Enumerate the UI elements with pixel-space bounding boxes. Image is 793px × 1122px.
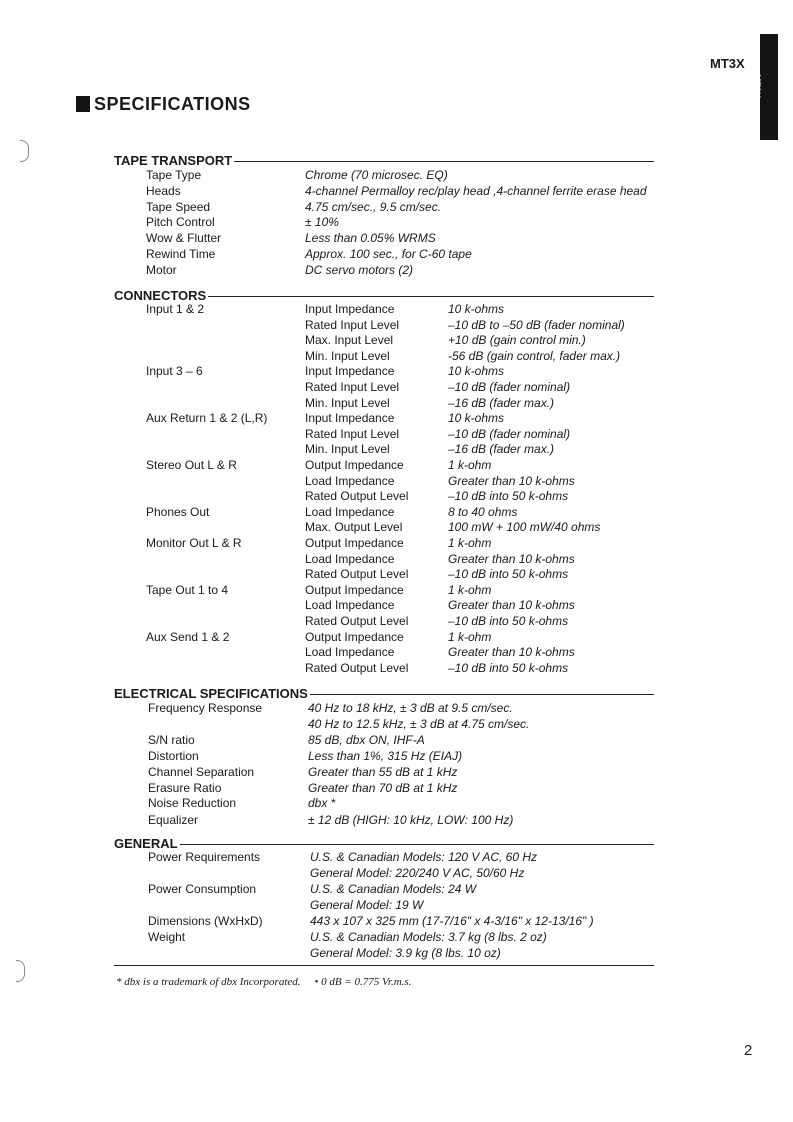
spec-label: Phones Out bbox=[146, 504, 210, 519]
spec-label: Erasure Ratio bbox=[148, 781, 222, 795]
spec-parameter: Load Impedance bbox=[305, 598, 395, 613]
spec-parameter: Rated Input Level bbox=[305, 426, 400, 441]
footnote-db-reference: • 0 dB = 0.775 Vr.m.s. bbox=[314, 976, 412, 988]
spec-value: General Model: 19 W bbox=[310, 898, 424, 912]
spec-parameter: Min. Input Level bbox=[305, 348, 390, 363]
spec-parameter: Input Impedance bbox=[305, 411, 395, 426]
spec-parameter: Load Impedance bbox=[305, 645, 395, 660]
spec-label: Rewind Time bbox=[146, 247, 216, 261]
spec-value: 100 mW + 100 mW/40 ohms bbox=[448, 520, 601, 535]
spec-parameter: Min. Input Level bbox=[305, 395, 390, 410]
spec-value: –10 dB into 50 k-ohms bbox=[448, 489, 569, 504]
spec-label: Aux Return 1 & 2 (L,R) bbox=[146, 411, 268, 426]
spec-parameter: Rated Output Level bbox=[305, 489, 409, 504]
side-tab bbox=[752, 34, 778, 140]
spec-value: –16 dB (fader max.) bbox=[448, 442, 555, 457]
spec-value: U.S. & Canadian Models: 120 V AC, 60 Hz bbox=[310, 850, 538, 864]
spec-value: –10 dB into 50 k-ohms bbox=[448, 660, 569, 675]
spec-parameter: Rated Output Level bbox=[305, 567, 409, 582]
spec-value: 443 x 107 x 325 mm (17-7/16" x 4-3/16" x 12-13/16" ) bbox=[310, 914, 594, 928]
spec-label: Tape Speed bbox=[146, 199, 211, 214]
spec-parameter: Input Impedance bbox=[305, 364, 395, 379]
spec-parameter: Min. Input Level bbox=[305, 442, 390, 457]
spec-value: –10 dB to –50 dB (fader nominal) bbox=[448, 317, 625, 332]
spec-label: Input 3 – 6 bbox=[146, 364, 203, 379]
spec-parameter: Load Impedance bbox=[305, 504, 395, 519]
footnote-dbx: * dbx is a trademark of dbx Incorporated. bbox=[116, 976, 301, 988]
section-electrical bbox=[114, 684, 654, 702]
footnote-rule bbox=[114, 965, 654, 966]
spec-value: –10 dB (fader nominal) bbox=[448, 380, 571, 394]
section-heading: CONNECTORS bbox=[114, 287, 207, 303]
spec-value: 4-channel Permalloy rec/play head ,4-channel ferrite erase head bbox=[305, 183, 647, 198]
spec-parameter: Rated Input Level bbox=[305, 317, 400, 332]
spec-label: Equalizer bbox=[148, 813, 199, 827]
spec-value: –10 dB into 50 k-ohms bbox=[448, 614, 569, 628]
spec-value: U.S. & Canadian Models: 3.7 kg (8 lbs. 2 oz) bbox=[310, 930, 547, 944]
spec-value: –10 dB (fader nominal) bbox=[448, 426, 571, 441]
spec-parameter: Load Impedance bbox=[305, 473, 395, 488]
spec-value: 10 k-ohms bbox=[448, 411, 505, 426]
spec-value: General Model: 3.9 kg (8 lbs. 10 oz) bbox=[310, 946, 501, 960]
spec-label: Power Requirements bbox=[148, 850, 261, 864]
section-heading: ELECTRICAL SPECIFICATIONS bbox=[114, 685, 308, 701]
spec-label: Heads bbox=[146, 183, 181, 198]
spec-value: Greater than 10 k-ohms bbox=[448, 598, 575, 613]
page-number: 2 bbox=[744, 1042, 753, 1059]
spec-value: Approx. 100 sec., for C-60 tape bbox=[305, 247, 472, 261]
spec-label: Monitor Out L & R bbox=[146, 536, 242, 550]
side-tab-text: MT3X bbox=[752, 74, 762, 99]
page-title bbox=[76, 94, 251, 115]
spec-label: Tape Out 1 to 4 bbox=[146, 582, 229, 597]
spec-label: Noise Reduction bbox=[148, 796, 237, 810]
spec-label: S/N ratio bbox=[148, 733, 195, 747]
spec-value: +10 dB (gain control min.) bbox=[448, 333, 586, 348]
spec-value: Chrome (70 microsec. EQ) bbox=[305, 168, 448, 182]
spec-value: 4.75 cm/sec., 9.5 cm/sec. bbox=[305, 199, 442, 214]
spec-label: Dimensions (WxHxD) bbox=[148, 914, 263, 928]
spec-parameter: Output Impedance bbox=[305, 582, 404, 597]
section-rule bbox=[234, 161, 654, 162]
spec-value: Greater than 55 dB at 1 kHz bbox=[308, 765, 458, 779]
spec-label: Tape Type bbox=[146, 168, 202, 182]
spec-parameter: Max. Output Level bbox=[305, 520, 403, 535]
spec-label: Channel Separation bbox=[148, 765, 255, 779]
spec-value: 10 k-ohms bbox=[448, 364, 505, 379]
spec-value: DC servo motors (2) bbox=[305, 262, 414, 277]
spec-label: Distortion bbox=[148, 749, 199, 763]
spec-value: U.S. & Canadian Models: 24 W bbox=[310, 882, 477, 896]
spec-label: Motor bbox=[146, 262, 177, 277]
spec-value: General Model: 220/240 V AC, 50/60 Hz bbox=[310, 866, 525, 880]
spec-value: -56 dB (gain control, fader max.) bbox=[448, 348, 621, 363]
spec-label: Frequency Response bbox=[148, 701, 263, 715]
spec-parameter: Output Impedance bbox=[305, 458, 404, 472]
spec-value: Greater than 70 dB at 1 kHz bbox=[308, 781, 458, 795]
spec-value: 1 k-ohm bbox=[448, 536, 492, 550]
binding-hole-mark bbox=[20, 140, 29, 162]
spec-parameter: Rated Output Level bbox=[305, 614, 409, 628]
spec-label: Power Consumption bbox=[148, 882, 257, 896]
spec-parameter: Input Impedance bbox=[305, 302, 395, 316]
spec-label: Aux Send 1 & 2 bbox=[146, 629, 230, 644]
section-heading: TAPE TRANSPORT bbox=[114, 152, 233, 168]
spec-label: Pitch Control bbox=[146, 215, 215, 230]
spec-value: Greater than 10 k-ohms bbox=[448, 551, 575, 566]
spec-value: 40 Hz to 18 kHz, ± 3 dB at 9.5 cm/sec. bbox=[308, 701, 513, 715]
footnote bbox=[116, 976, 411, 988]
spec-parameter: Output Impedance bbox=[305, 629, 404, 644]
spec-value: 1 k-ohm bbox=[448, 629, 492, 644]
model-label: MT3X bbox=[710, 56, 745, 71]
spec-label: Wow & Flutter bbox=[146, 231, 222, 246]
spec-parameter: Rated Output Level bbox=[305, 660, 409, 675]
spec-value: 1 k-ohm bbox=[448, 458, 492, 472]
spec-value: –16 dB (fader max.) bbox=[448, 395, 555, 410]
section-rule bbox=[180, 844, 654, 845]
spec-value: –10 dB into 50 k-ohms bbox=[448, 567, 569, 582]
section-rule bbox=[208, 296, 654, 297]
spec-parameter: Max. Input Level bbox=[305, 333, 394, 348]
spec-value: 8 to 40 ohms bbox=[448, 504, 518, 519]
spec-value: 10 k-ohms bbox=[448, 302, 505, 316]
page-title-text: SPECIFICATIONS bbox=[94, 94, 251, 114]
spec-parameter: Load Impedance bbox=[305, 551, 395, 566]
spec-label: Input 1 & 2 bbox=[146, 302, 205, 316]
spec-value: Greater than 10 k-ohms bbox=[448, 645, 575, 660]
spec-parameter: Rated Input Level bbox=[305, 380, 400, 394]
spec-value: ± 10% bbox=[305, 215, 339, 230]
spec-value: dbx * bbox=[308, 796, 336, 810]
spec-label: Weight bbox=[148, 930, 186, 944]
spec-value: 40 Hz to 12.5 kHz, ± 3 dB at 4.75 cm/sec. bbox=[308, 717, 530, 731]
binding-hole-mark bbox=[16, 960, 25, 982]
square-bullet-icon bbox=[76, 96, 90, 112]
section-heading: GENERAL bbox=[114, 835, 178, 851]
spec-value: Greater than 10 k-ohms bbox=[448, 473, 575, 488]
spec-value: Less than 1%, 315 Hz (EIAJ) bbox=[308, 749, 463, 763]
spec-value: 85 dB, dbx ON, IHF-A bbox=[308, 733, 425, 747]
section-tape-transport bbox=[114, 151, 654, 169]
spec-value: ± 12 dB (HIGH: 10 kHz, LOW: 100 Hz) bbox=[308, 813, 514, 827]
spec-label: Stereo Out L & R bbox=[146, 458, 237, 472]
spec-value: 1 k-ohm bbox=[448, 582, 492, 597]
spec-value: Less than 0.05% WRMS bbox=[305, 231, 436, 246]
section-rule bbox=[310, 694, 654, 695]
spec-parameter: Output Impedance bbox=[305, 536, 404, 550]
